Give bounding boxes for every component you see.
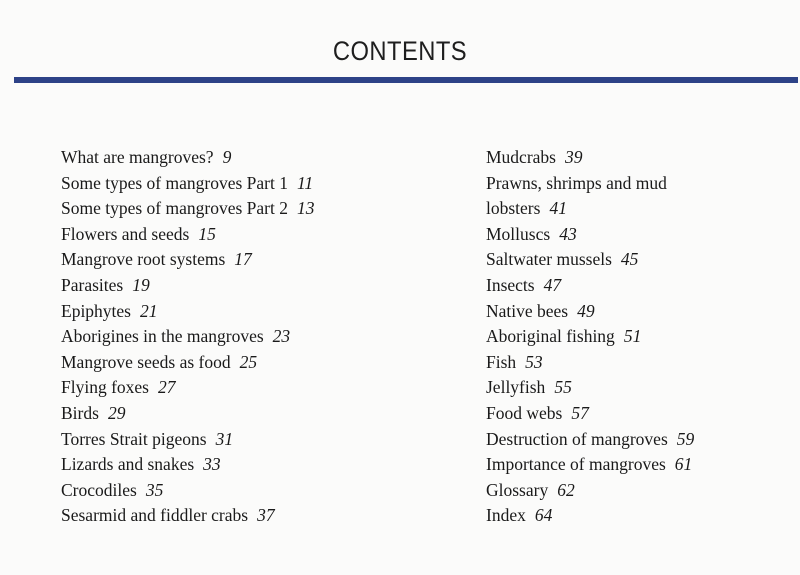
toc-entry-page: 25	[239, 351, 258, 372]
toc-entry-title: Epiphytes	[61, 300, 131, 321]
toc-entry-page: 55	[554, 377, 572, 398]
toc-entry-page: 9	[222, 147, 232, 167]
toc-entry[interactable]	[61, 324, 314, 350]
toc-entry[interactable]	[61, 478, 314, 504]
toc-entry-title: Prawns, shrimps and mud	[486, 172, 667, 193]
toc-entry[interactable]	[486, 350, 694, 376]
toc-entry[interactable]	[61, 452, 314, 478]
toc-entry-title: Aboriginal fishing	[486, 326, 615, 347]
toc-entry-page: 27	[158, 377, 176, 398]
toc-entry-page: 11	[296, 172, 314, 193]
toc-entry-title: Torres Strait pigeons	[61, 428, 207, 449]
toc-entry-title: Parasites	[61, 274, 124, 295]
toc-entry[interactable]	[486, 247, 694, 273]
toc-entry[interactable]	[61, 401, 314, 427]
toc-entry-page: 21	[140, 300, 158, 321]
toc-entry[interactable]	[486, 324, 694, 350]
toc-entry[interactable]	[61, 247, 314, 273]
page-title: CONTENTS	[332, 36, 468, 66]
toc-entry-page: 49	[577, 300, 595, 321]
toc-entry[interactable]	[61, 222, 314, 248]
toc-entry[interactable]	[486, 452, 694, 478]
toc-entry-title: Mudcrabs	[486, 147, 556, 167]
toc-entry-page: 19	[132, 274, 150, 295]
toc-entry-page: 37	[257, 505, 275, 526]
toc-entry-title: Flowers and seeds	[61, 223, 190, 244]
toc-entry-page: 31	[215, 428, 234, 449]
toc-entry[interactable]	[486, 145, 694, 171]
toc-entry-title: Some types of mangroves Part 2	[61, 198, 288, 219]
toc-entry-title: Birds	[61, 402, 99, 423]
toc-entry-title: Mangrove root systems	[61, 249, 226, 270]
toc-entry-page: 61	[674, 454, 693, 475]
toc-entry-title: Jellyfish	[486, 377, 546, 398]
toc-entry[interactable]	[61, 273, 314, 299]
toc-entry-title: Sesarmid and fiddler crabs	[61, 505, 249, 526]
title-divider-rule	[14, 77, 798, 83]
toc-entry-page: 51	[623, 326, 642, 347]
toc-entry[interactable]	[486, 401, 694, 427]
contents-left-column	[61, 145, 314, 529]
toc-entry[interactable]	[61, 427, 314, 453]
toc-entry-title: Mangrove seeds as food	[61, 351, 231, 372]
toc-entry-title: What are mangroves?	[61, 147, 214, 167]
toc-entry[interactable]	[486, 196, 694, 222]
contents-right-column	[486, 145, 694, 529]
toc-entry-title: Flying foxes	[61, 377, 149, 398]
toc-entry-title: Aborigines in the mangroves	[61, 326, 264, 347]
toc-entry-title: Index	[486, 505, 526, 526]
toc-entry[interactable]	[486, 222, 694, 248]
toc-entry-page: 33	[203, 454, 221, 475]
toc-entry-title: Destruction of mangroves	[486, 428, 668, 449]
toc-entry-title: Crocodiles	[61, 479, 137, 500]
toc-entry-page: 35	[145, 479, 164, 500]
toc-entry-page: 41	[549, 198, 567, 219]
toc-entry[interactable]	[486, 273, 694, 299]
toc-entry-page: 13	[296, 198, 315, 219]
toc-entry[interactable]	[61, 145, 314, 171]
toc-entry-page: 17	[234, 249, 252, 270]
toc-entry[interactable]	[61, 375, 314, 401]
toc-entry[interactable]	[486, 503, 694, 529]
toc-entry-title: Food webs	[486, 402, 563, 423]
toc-entry-page: 53	[525, 351, 543, 372]
toc-entry-title: Importance of mangroves	[486, 454, 666, 475]
toc-entry-page: 47	[543, 274, 562, 295]
toc-entry[interactable]	[486, 427, 694, 453]
toc-entry[interactable]	[61, 171, 314, 197]
toc-entry[interactable]	[486, 299, 694, 325]
toc-entry-title: lobsters	[486, 198, 541, 219]
toc-entry-title: Insects	[486, 274, 535, 295]
toc-entry-page: 15	[198, 223, 216, 244]
toc-entry[interactable]	[486, 375, 694, 401]
toc-entry-page: 62	[557, 479, 575, 500]
toc-entry-page: 64	[534, 505, 553, 526]
toc-entry-title: Molluscs	[486, 223, 551, 244]
toc-entry[interactable]	[61, 196, 314, 222]
toc-entry-title: Glossary	[486, 479, 549, 500]
toc-entry-title: Lizards and snakes	[61, 454, 195, 475]
toc-entry-wrapped-first-line[interactable]	[486, 171, 694, 197]
toc-entry-page: 59	[676, 428, 695, 449]
toc-entry-title: Some types of mangroves Part 1	[61, 172, 288, 193]
toc-entry-page: 57	[571, 402, 589, 423]
toc-entry-page: 23	[272, 326, 291, 347]
toc-entry-title: Fish	[486, 351, 517, 372]
toc-entry-page: 29	[107, 402, 126, 423]
toc-entry[interactable]	[61, 503, 314, 529]
toc-entry-page: 45	[620, 249, 639, 270]
toc-entry[interactable]	[61, 350, 314, 376]
toc-entry[interactable]	[61, 299, 314, 325]
toc-entry-page: 39	[564, 147, 583, 167]
toc-entry-title: Native bees	[486, 300, 569, 321]
toc-entry-page: 43	[559, 223, 577, 244]
toc-entry[interactable]	[486, 478, 694, 504]
toc-entry-title: Saltwater mussels	[486, 249, 612, 270]
